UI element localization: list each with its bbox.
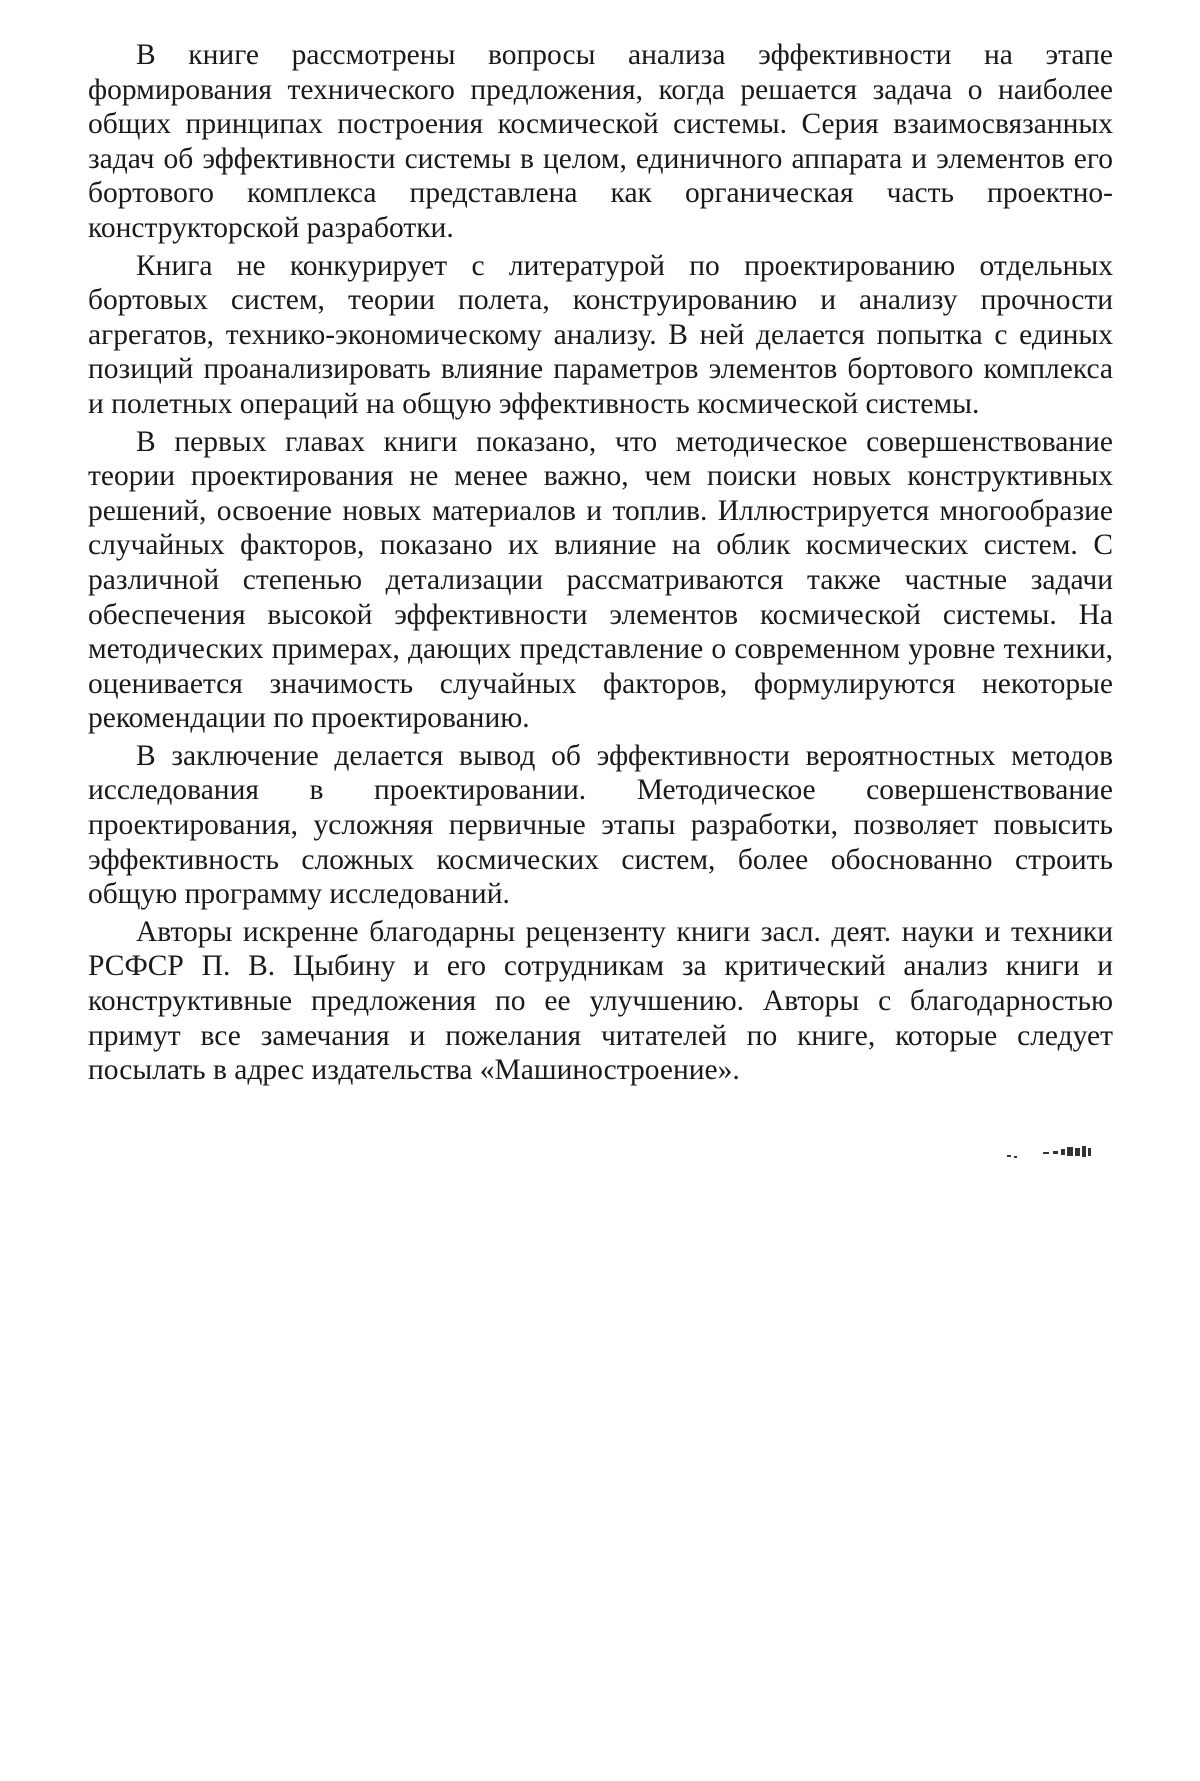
paragraph: В заключение делается вывод об эффективности вероятностных методов исследования в проектировании. Методическое совершенствование проектирования, усложняя первичные этапы разработки, позволяет повысить эффективность сложных космических систем, более обоснованно строить общую программу исследований. [88,739,1113,911]
paragraph: Книга не конкурирует с литературой по проектированию отдельных бортовых систем, теории полета, конструированию и анализу прочности агрегатов, технико-экономическому анализу. В ней делается попытка с единых позиций проанализировать влияние параметров элементов бортового комплекса и полетных операций на общую эффективность космической системы. [88,249,1113,420]
stamp-mark [1005,1143,1125,1163]
paragraph: Авторы искренне благодарны рецензенту книги засл. деят. науки и техники РСФСР П. В. Цыбину и его сотрудникам за критический анализ книги и конструктивные предложения по ее улучшению. Авторы с благодарностью примут все замечания и пожелания читателей по книге, которые следует посылать в адрес издательства «Машиностроение». [88,915,1113,1087]
paragraph: В первых главах книги показано, что методическое совершенствование теории проектирования не менее важно, чем поиски новых конструктивных решений, освоение новых материалов и топлив. Иллюстрируется многообразие случайных факторов, показано их влияние на облик космических систем. С различной степенью детализации рассматриваются также частные задачи обеспечения высокой эффективности элементов космической системы. На методических примерах, дающих представление о современном уровне техники, оценивается значимость случайных факторов, формулируются некоторые рекомендации по проектированию. [88,425,1113,735]
document-page [88,38,1113,1088]
paragraph: В книге рассмотрены вопросы анализа эффективности на этапе формирования технического предложения, когда решается задача о наиболее общих принципах построения космической системы. Серия взаимосвязанных задач об эффективности системы в целом, единичного аппарата и элементов его бортового комплекса представлена как органическая часть проектно-конструкторской разработки. [88,39,1113,244]
